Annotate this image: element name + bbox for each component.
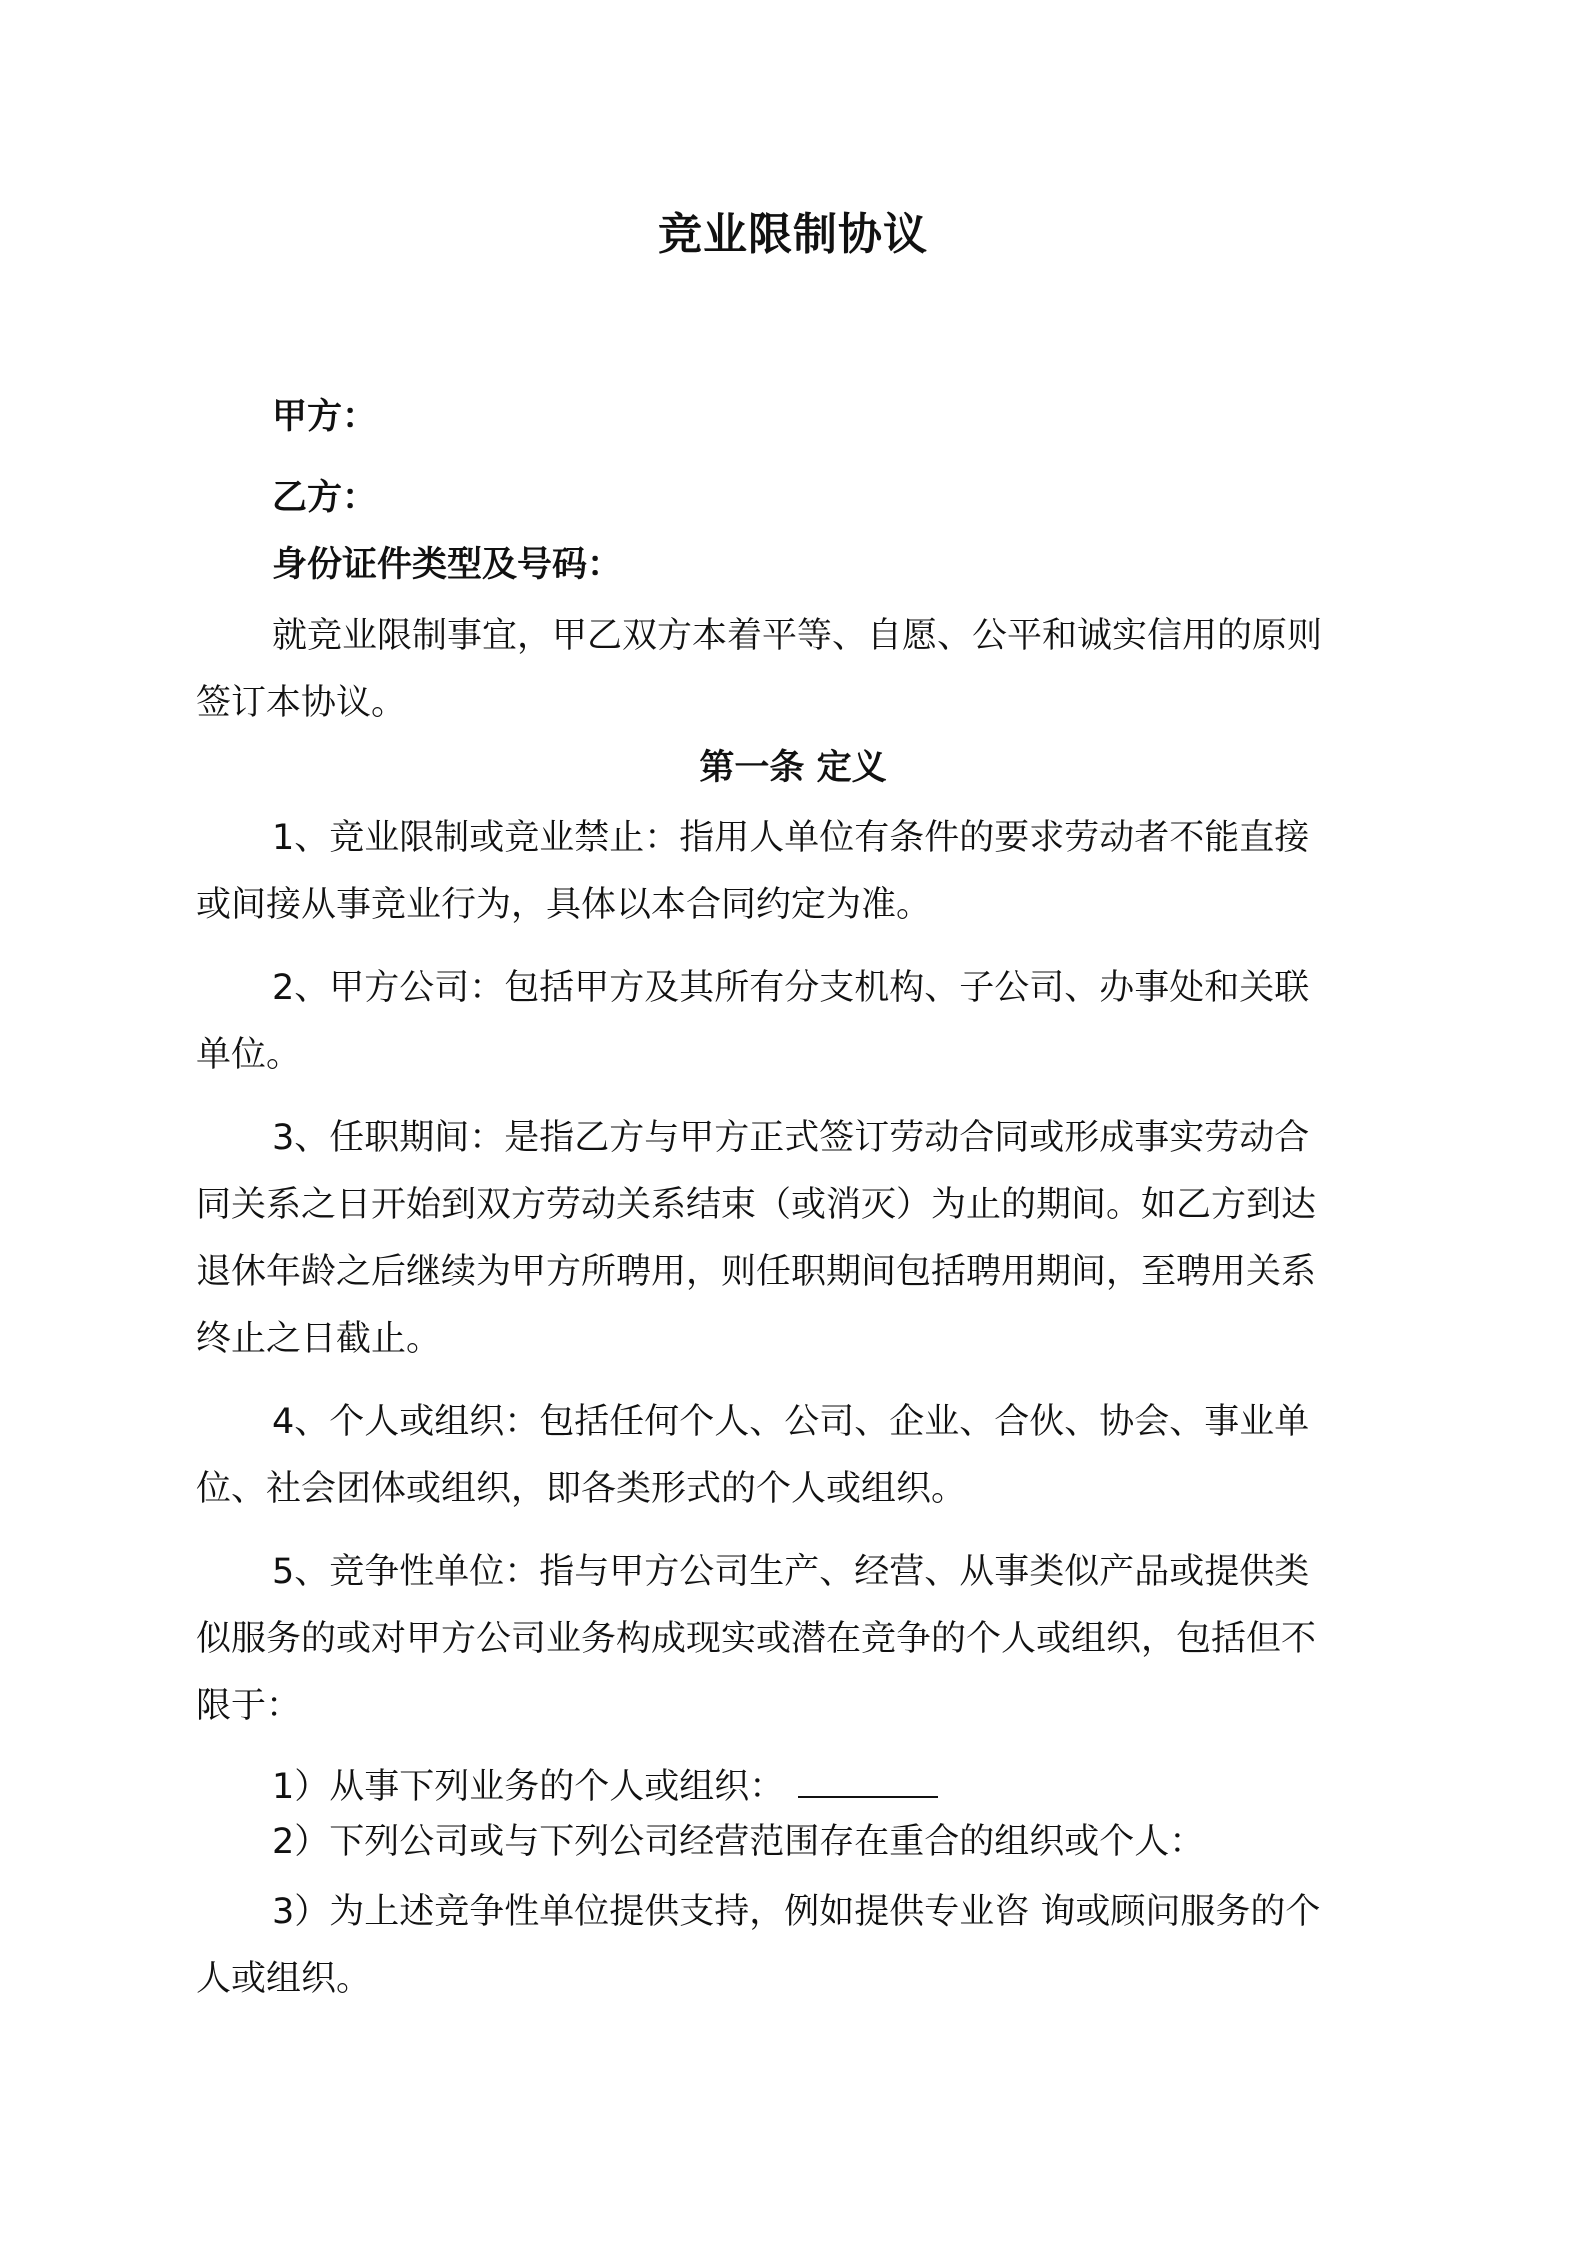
sub-item-3: 人或组织。 <box>196 1959 372 1999</box>
definition-item-1: 或间接从事竞业行为，具体以本合同约定为准。 <box>196 885 932 925</box>
definition-item-5: 似服务的或对甲方公司业务构成现实或潜在竞争的个人或组织，包括但不 <box>196 1619 1317 1659</box>
definition-item-3: 终止之日截止。 <box>196 1319 442 1359</box>
article-1-heading: 第一条 定义 <box>699 748 887 788</box>
definition-item-4: 位、社会团体或组织，即各类形式的个人或组织。 <box>196 1469 967 1509</box>
sub-item-2: 2）下列公司或与下列公司经营范围存在重合的组织或个人： <box>272 1822 1205 1862</box>
definition-item-2: 单位。 <box>196 1035 302 1075</box>
definition-item-5: 限于： <box>196 1686 302 1726</box>
party-a-label: 甲方： <box>272 397 378 437</box>
sub-item-1 <box>272 1760 938 1812</box>
definition-item-4: 4、个人或组织：包括任何个人、公司、企业、合伙、协会、事业单 <box>272 1402 1310 1442</box>
fill-in-blank[interactable] <box>798 1760 938 1798</box>
id-type-label: 身份证件类型及号码： <box>272 545 623 585</box>
definition-item-2: 2、甲方公司：包括甲方及其所有分支机构、子公司、办事处和关联 <box>272 968 1310 1008</box>
definition-item-1: 1、竞业限制或竞业禁止：指用人单位有条件的要求劳动者不能直接 <box>272 818 1310 858</box>
sub-item-1-text: 1）从事下列业务的个人或组织： <box>272 1767 785 1807</box>
document-title: 竞业限制协议 <box>658 209 928 260</box>
definition-item-5: 5、竞争性单位：指与甲方公司生产、经营、从事类似产品或提供类 <box>272 1552 1310 1592</box>
definition-item-3: 同关系之日开始到双方劳动关系结束（或消灭）为止的期间。如乙方到达 <box>196 1185 1317 1225</box>
intro-line: 就竞业限制事宜，甲乙双方本着平等、自愿、公平和诚实信用的原则 <box>272 616 1323 656</box>
definition-item-3: 3、任职期间：是指乙方与甲方正式签订劳动合同或形成事实劳动合 <box>272 1118 1310 1158</box>
definition-item-3: 退休年龄之后继续为甲方所聘用，则任职期间包括聘用期间，至聘用关系 <box>196 1252 1317 1292</box>
intro-line: 签订本协议。 <box>196 683 407 723</box>
party-b-label: 乙方： <box>272 478 378 518</box>
sub-item-3: 3）为上述竞争性单位提供支持，例如提供专业咨 询或顾问服务的个 <box>272 1892 1321 1932</box>
